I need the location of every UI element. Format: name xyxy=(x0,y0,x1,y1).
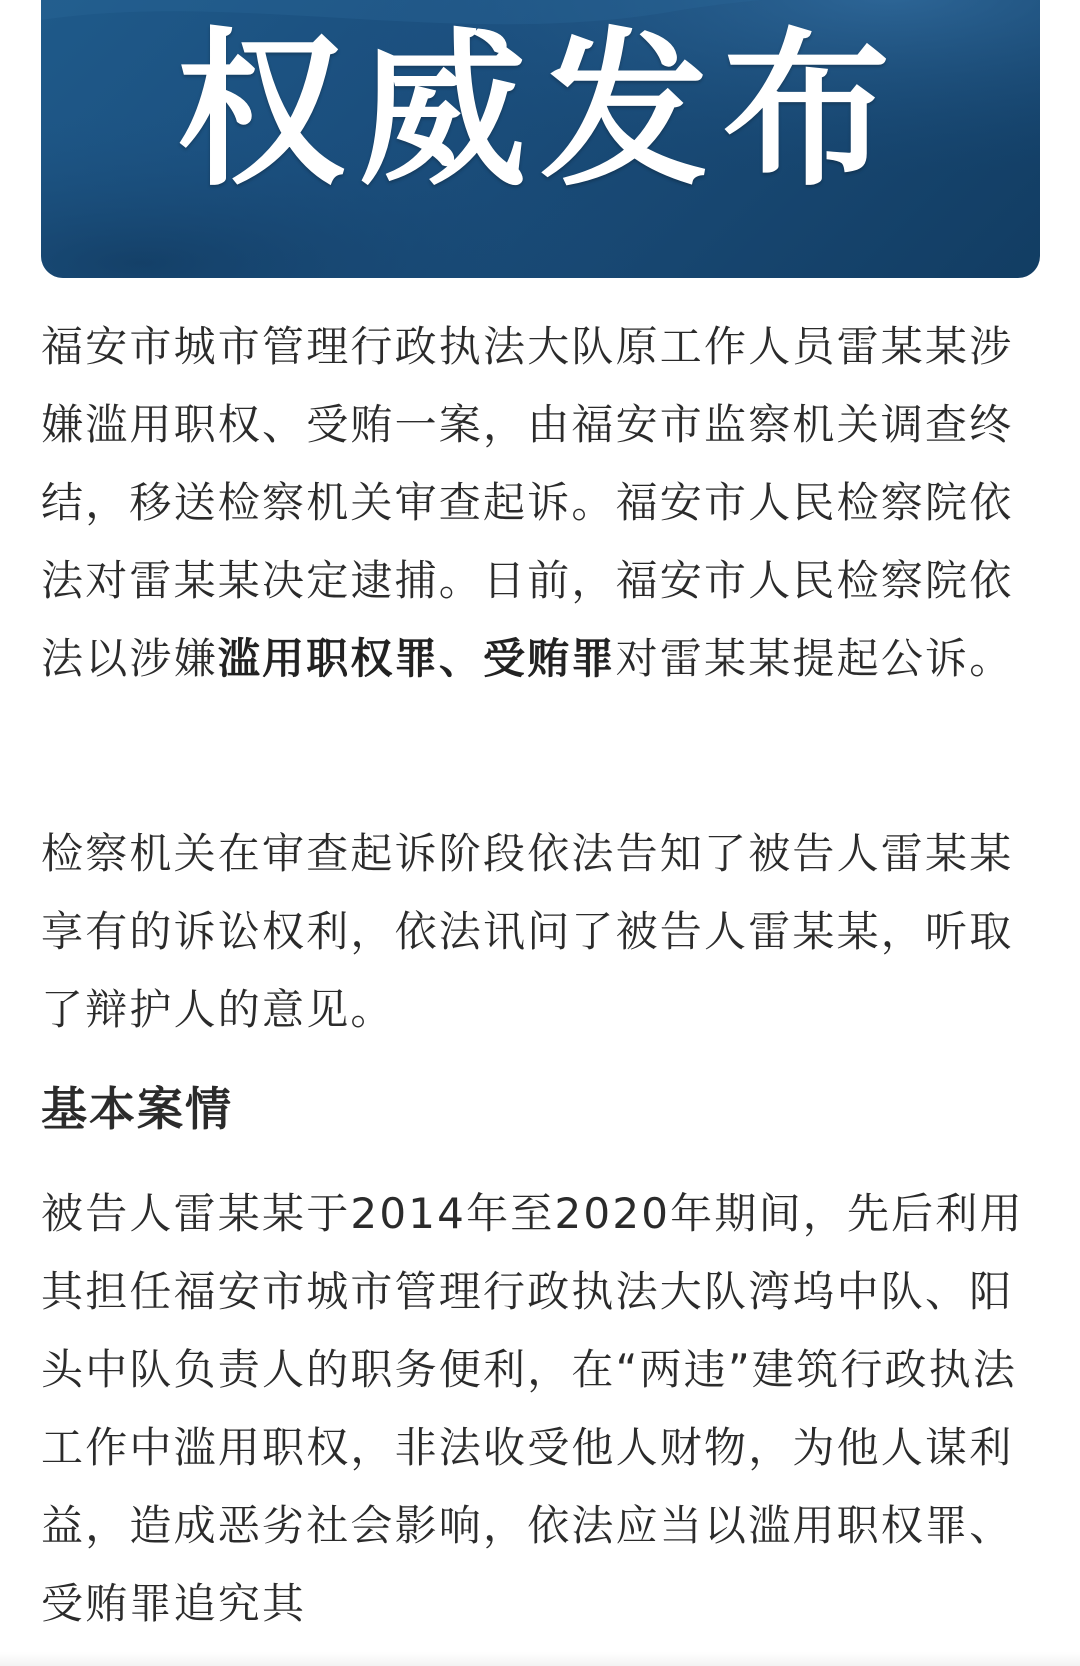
intro-text: 福安市城市管理行政执法大队原工作人员雷某某涉嫌滥用职权、受贿一案，由福安市监察机关调查终结，移送检察机关审查起诉。福安市人民检察院依法对雷某某决定逮捕。日前，福安市人民检察院依法以涉嫌 xyxy=(41,322,1014,683)
paragraph-intro xyxy=(41,308,1040,698)
case-text: 被告人雷某某于2014年至2020年期间，先后利用其担任福安市城市管理行政执法大队湾坞中队、阳头中队负责人的职务便利，在“两违”建筑行政执法工作中滥用职权，非法收受他人财物，为他人谋利益，造成恶劣社会影响，依法应当以滥用职权罪、受贿罪追究其 xyxy=(41,1189,1024,1628)
header-banner xyxy=(41,0,1040,278)
section-heading: 基本案情 xyxy=(41,1082,233,1136)
paragraph-case xyxy=(41,1175,1040,1643)
charges-bold: 滥用职权罪、受贿罪 xyxy=(217,634,616,683)
rights-text: 检察机关在审查起诉阶段依法告知了被告人雷某某享有的诉讼权利，依法讯问了被告人雷某某，听取了辩护人的意见。 xyxy=(41,829,1014,1034)
bottom-fade xyxy=(0,1652,1080,1666)
banner-title: 权威发布 xyxy=(176,11,905,209)
paragraph-rights xyxy=(41,815,1040,1049)
intro-text-end: 对雷某某提起公诉。 xyxy=(615,634,1014,683)
